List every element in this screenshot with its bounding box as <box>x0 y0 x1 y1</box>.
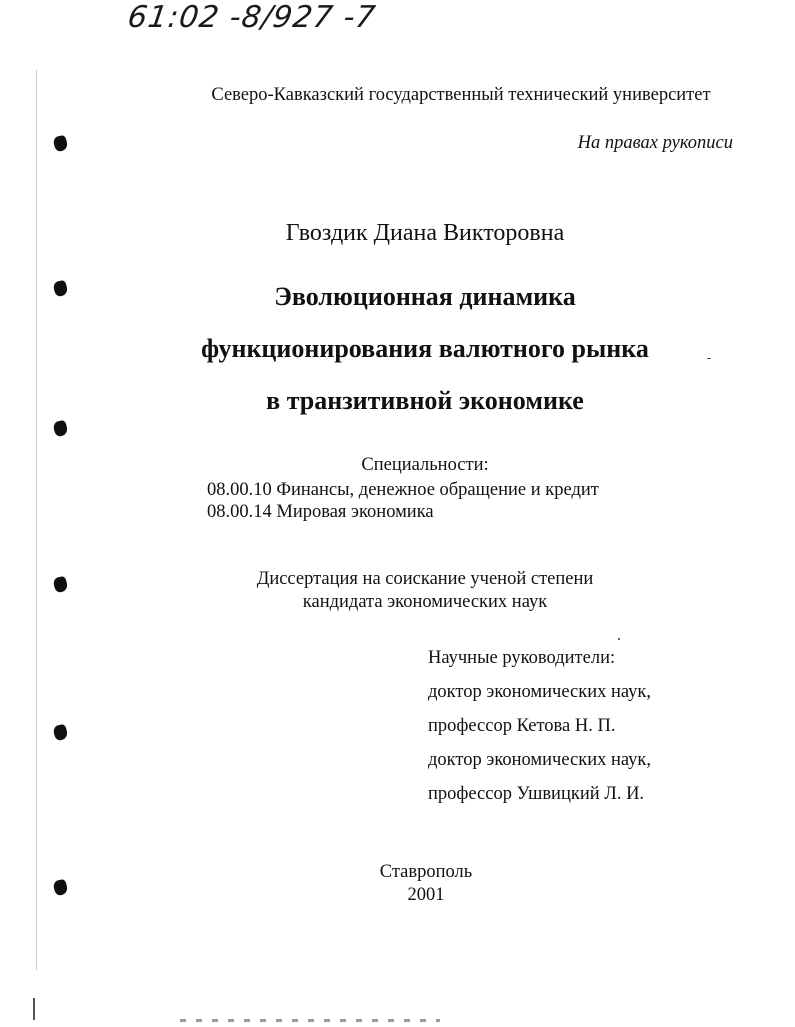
scan-bottom-noise <box>180 1019 440 1022</box>
handwritten-catalog-number: 61:02 -8/927 -7 <box>125 0 379 35</box>
scan-speck <box>618 638 620 640</box>
author-name: Гвоздик Диана Викторовна <box>285 220 565 246</box>
title-line-3: в транзитивной экономике <box>266 386 584 415</box>
university-name: Северо-Кавказский государственный технический университет <box>211 85 711 105</box>
punch-hole-mark <box>52 420 68 438</box>
dissertation-statement-line-1: Диссертация на соискание ученой степени <box>256 569 594 589</box>
city: Ставрополь <box>379 862 473 882</box>
year: 2001 <box>407 885 445 905</box>
punch-hole-mark <box>52 135 68 153</box>
specialties-heading: Специальности: <box>361 455 489 475</box>
specialty-item: 08.00.14 Мировая экономика <box>207 502 434 522</box>
advisor-line: доктор экономических наук, <box>428 682 652 702</box>
advisor-line: профессор Кетова Н. П. <box>428 716 616 736</box>
binding-margin-line <box>36 70 37 970</box>
manuscript-rights-note: На правах рукописи <box>577 133 733 153</box>
advisor-line: профессор Ушвицкий Л. И. <box>428 784 645 804</box>
dissertation-statement-line-2: кандидата экономических наук <box>302 592 548 612</box>
scan-edge-mark <box>33 998 35 1020</box>
specialty-item: 08.00.10 Финансы, денежное обращение и кредит <box>207 480 599 500</box>
advisors-heading: Научные руководители: <box>428 648 616 668</box>
title-line-1: Эволюционная динамика <box>274 282 576 311</box>
punch-hole-mark <box>52 724 68 742</box>
advisor-line: доктор экономических наук, <box>428 750 652 770</box>
title-line-2: функционирования валютного рынка <box>201 334 649 363</box>
